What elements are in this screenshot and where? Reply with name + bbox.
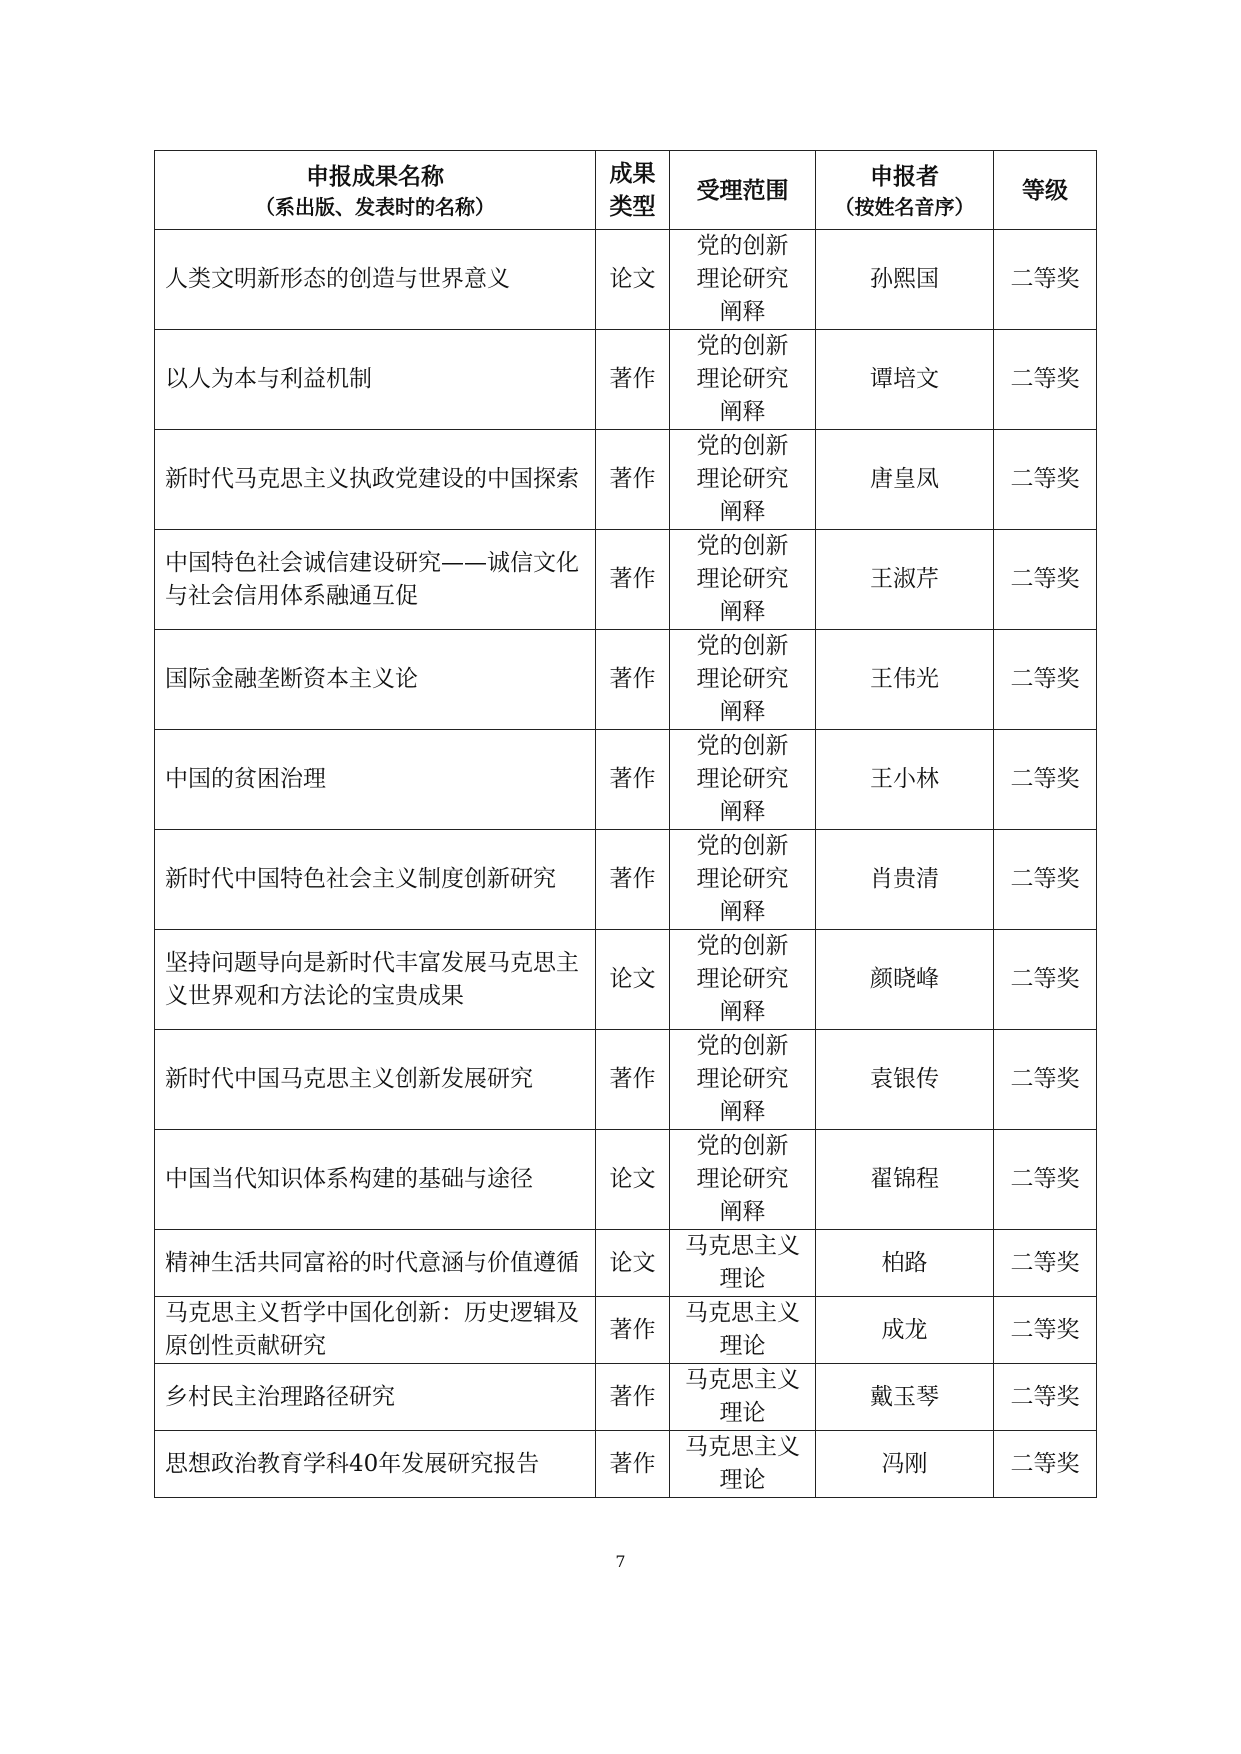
scope-line: 党的创新 xyxy=(696,1133,789,1159)
scope-line: 阐释 xyxy=(719,799,766,825)
table-row xyxy=(155,1297,1097,1364)
scope-line: 理论研究 xyxy=(696,366,789,392)
author-cell: 柏路 xyxy=(816,1230,994,1297)
scope-line: 阐释 xyxy=(719,999,766,1025)
grade-cell: 二等奖 xyxy=(994,1297,1097,1364)
scope-cell xyxy=(670,1364,816,1431)
author-cell: 肖贵清 xyxy=(816,830,994,930)
scope-line: 党的创新 xyxy=(696,333,789,359)
scope-line: 阐释 xyxy=(719,1199,766,1225)
author-cell: 谭培文 xyxy=(816,330,994,430)
author-cell: 成龙 xyxy=(816,1297,994,1364)
header-author-note: （按姓名音序） xyxy=(834,194,975,219)
scope-cell xyxy=(670,530,816,630)
work-type-cell: 著作 xyxy=(596,1030,670,1130)
table-row xyxy=(155,230,1097,330)
scope-line: 理论研究 xyxy=(696,866,789,892)
work-title-cell: 精神生活共同富裕的时代意涵与价值遵循 xyxy=(155,1230,596,1297)
work-type-cell: 著作 xyxy=(596,430,670,530)
header-name-note: （系出版、发表时的名称） xyxy=(255,194,495,219)
table-row xyxy=(155,930,1097,1030)
table-row xyxy=(155,330,1097,430)
scope-cell xyxy=(670,830,816,930)
grade-cell: 二等奖 xyxy=(994,530,1097,630)
author-cell: 颜晓峰 xyxy=(816,930,994,1030)
grade-cell: 二等奖 xyxy=(994,730,1097,830)
scope-cell xyxy=(670,430,816,530)
header-grade xyxy=(994,151,1097,230)
work-title-cell: 以人为本与利益机制 xyxy=(155,330,596,430)
scope-cell xyxy=(670,1297,816,1364)
scope-cell xyxy=(670,330,816,430)
header-type xyxy=(596,151,670,230)
scope-cell xyxy=(670,930,816,1030)
table-row xyxy=(155,1230,1097,1297)
table-row xyxy=(155,1030,1097,1130)
work-type-cell: 著作 xyxy=(596,730,670,830)
grade-cell: 二等奖 xyxy=(994,430,1097,530)
scope-line: 理论研究 xyxy=(696,966,789,992)
work-type-cell: 著作 xyxy=(596,630,670,730)
header-grade-label: 等级 xyxy=(1022,176,1068,204)
grade-cell: 二等奖 xyxy=(994,1030,1097,1130)
header-row xyxy=(155,151,1097,230)
scope-line: 阐释 xyxy=(719,399,766,425)
header-type-line2: 类型 xyxy=(609,193,656,220)
scope-line: 党的创新 xyxy=(696,233,789,259)
scope-cell xyxy=(670,630,816,730)
scope-cell xyxy=(670,230,816,330)
work-title-cell: 中国的贫困治理 xyxy=(155,730,596,830)
scope-cell xyxy=(670,1230,816,1297)
header-type-line1: 成果 xyxy=(609,160,656,187)
header-author xyxy=(816,151,994,230)
scope-line: 理论 xyxy=(719,1266,766,1292)
scope-line: 马克思主义 xyxy=(685,1434,800,1460)
work-type-cell: 著作 xyxy=(596,1297,670,1364)
author-cell: 戴玉琴 xyxy=(816,1364,994,1431)
work-type-cell: 论文 xyxy=(596,230,670,330)
author-cell: 王伟光 xyxy=(816,630,994,730)
table-row xyxy=(155,630,1097,730)
scope-cell xyxy=(670,1431,816,1498)
scope-cell xyxy=(670,1130,816,1230)
table-body xyxy=(155,230,1097,1498)
scope-line: 理论研究 xyxy=(696,666,789,692)
work-title-cell: 国际金融垄断资本主义论 xyxy=(155,630,596,730)
work-title-cell: 中国特色社会诚信建设研究——诚信文化与社会信用体系融通互促 xyxy=(155,530,596,630)
work-type-cell: 著作 xyxy=(596,1364,670,1431)
scope-line: 理论研究 xyxy=(696,766,789,792)
author-cell: 王小林 xyxy=(816,730,994,830)
scope-line: 马克思主义 xyxy=(685,1300,800,1326)
work-type-cell: 著作 xyxy=(596,1431,670,1498)
grade-cell: 二等奖 xyxy=(994,1431,1097,1498)
scope-line: 阐释 xyxy=(719,599,766,625)
grade-cell: 二等奖 xyxy=(994,1364,1097,1431)
grade-cell: 二等奖 xyxy=(994,830,1097,930)
table-row xyxy=(155,530,1097,630)
scope-line: 党的创新 xyxy=(696,633,789,659)
scope-line: 阐释 xyxy=(719,899,766,925)
table-header xyxy=(155,151,1097,230)
awards-table xyxy=(154,150,1097,1498)
header-author-label: 申报者 xyxy=(870,162,939,190)
author-cell: 冯刚 xyxy=(816,1431,994,1498)
grade-cell: 二等奖 xyxy=(994,630,1097,730)
grade-cell: 二等奖 xyxy=(994,930,1097,1030)
work-title-cell: 新时代中国马克思主义创新发展研究 xyxy=(155,1030,596,1130)
table-row xyxy=(155,1364,1097,1431)
scope-line: 理论 xyxy=(719,1467,766,1493)
scope-line: 理论 xyxy=(719,1333,766,1359)
header-name xyxy=(155,151,596,230)
scope-line: 党的创新 xyxy=(696,1033,789,1059)
header-scope xyxy=(670,151,816,230)
table-row xyxy=(155,1130,1097,1230)
work-title-cell: 新时代马克思主义执政党建设的中国探索 xyxy=(155,430,596,530)
table-row xyxy=(155,730,1097,830)
scope-line: 党的创新 xyxy=(696,433,789,459)
header-scope-label: 受理范围 xyxy=(696,176,789,204)
scope-line: 理论研究 xyxy=(696,1066,789,1092)
work-title-cell: 人类文明新形态的创造与世界意义 xyxy=(155,230,596,330)
author-cell: 王淑芹 xyxy=(816,530,994,630)
work-type-cell: 论文 xyxy=(596,930,670,1030)
scope-cell xyxy=(670,1030,816,1130)
page-number: 7 xyxy=(615,1552,626,1571)
work-type-cell: 著作 xyxy=(596,330,670,430)
scope-line: 阐释 xyxy=(719,299,766,325)
scope-line: 理论研究 xyxy=(696,466,789,492)
scope-line: 理论 xyxy=(719,1400,766,1426)
grade-cell: 二等奖 xyxy=(994,230,1097,330)
scope-line: 阐释 xyxy=(719,699,766,725)
work-type-cell: 论文 xyxy=(596,1130,670,1230)
work-title-cell: 中国当代知识体系构建的基础与途径 xyxy=(155,1130,596,1230)
scope-line: 理论研究 xyxy=(696,1166,789,1192)
scope-cell xyxy=(670,730,816,830)
scope-line: 党的创新 xyxy=(696,733,789,759)
header-name-label: 申报成果名称 xyxy=(306,162,444,190)
work-type-cell: 著作 xyxy=(596,830,670,930)
grade-cell: 二等奖 xyxy=(994,1130,1097,1230)
author-cell: 翟锦程 xyxy=(816,1130,994,1230)
scope-line: 党的创新 xyxy=(696,933,789,959)
grade-cell: 二等奖 xyxy=(994,330,1097,430)
scope-line: 党的创新 xyxy=(696,533,789,559)
work-title-cell: 新时代中国特色社会主义制度创新研究 xyxy=(155,830,596,930)
author-cell: 袁银传 xyxy=(816,1030,994,1130)
scope-line: 马克思主义 xyxy=(685,1233,800,1259)
work-type-cell: 论文 xyxy=(596,1230,670,1297)
work-title-cell: 思想政治教育学科40年发展研究报告 xyxy=(155,1431,596,1498)
work-title-cell: 马克思主义哲学中国化创新：历史逻辑及原创性贡献研究 xyxy=(155,1297,596,1364)
work-type-cell: 著作 xyxy=(596,530,670,630)
scope-line: 马克思主义 xyxy=(685,1367,800,1393)
work-title-cell: 坚持问题导向是新时代丰富发展马克思主义世界观和方法论的宝贵成果 xyxy=(155,930,596,1030)
scope-line: 理论研究 xyxy=(696,266,789,292)
author-cell: 唐皇凤 xyxy=(816,430,994,530)
table-row xyxy=(155,430,1097,530)
work-title-cell: 乡村民主治理路径研究 xyxy=(155,1364,596,1431)
scope-line: 党的创新 xyxy=(696,833,789,859)
grade-cell: 二等奖 xyxy=(994,1230,1097,1297)
table-row xyxy=(155,830,1097,930)
table-row xyxy=(155,1431,1097,1498)
scope-line: 阐释 xyxy=(719,1099,766,1125)
scope-line: 理论研究 xyxy=(696,566,789,592)
scope-line: 阐释 xyxy=(719,499,766,525)
author-cell: 孙熙国 xyxy=(816,230,994,330)
